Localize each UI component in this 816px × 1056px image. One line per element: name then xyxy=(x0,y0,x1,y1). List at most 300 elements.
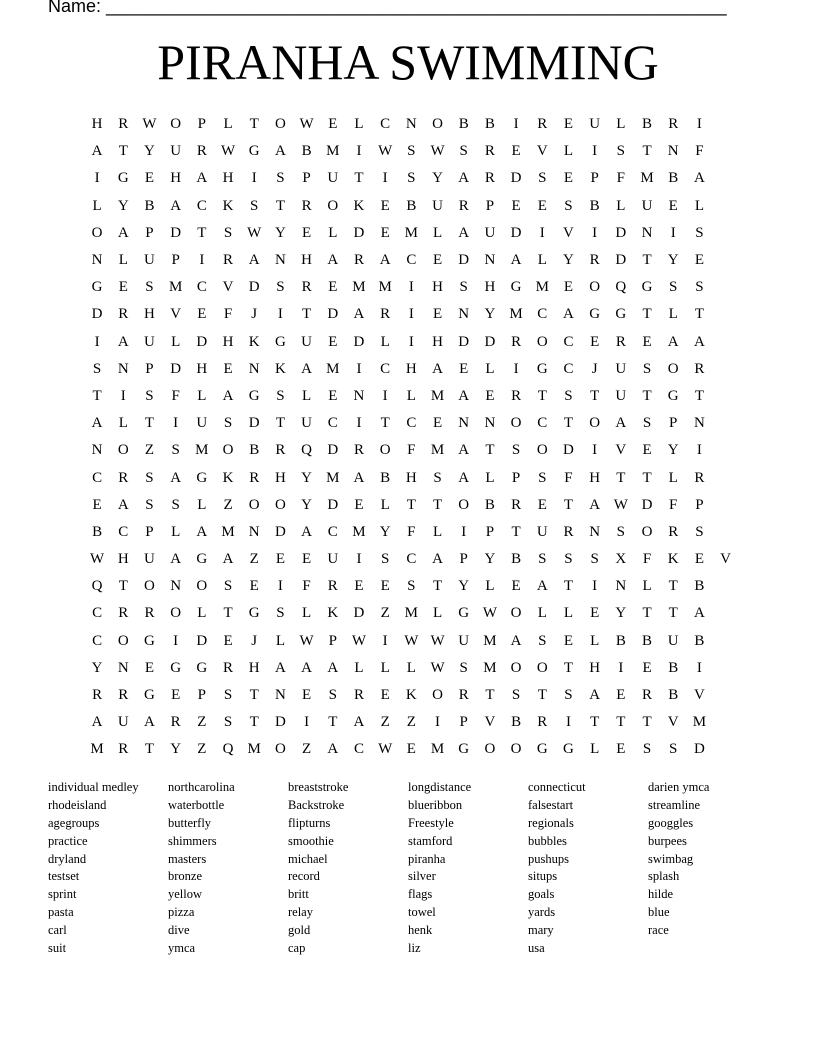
grid-letter: F xyxy=(302,578,311,595)
grid-letter: N xyxy=(91,252,103,269)
grid-letter: E xyxy=(642,659,652,676)
grid-letter: S xyxy=(538,469,547,486)
grid-letter: O xyxy=(222,442,234,459)
grid-letter xyxy=(713,383,739,410)
grid-letter: S xyxy=(511,687,521,704)
grid-letter: T xyxy=(616,469,626,486)
word-list-item: googgles xyxy=(648,815,694,830)
grid-letter: G xyxy=(641,279,653,296)
grid-letter: R xyxy=(118,306,129,323)
grid-letter: V xyxy=(693,687,705,704)
grid-letter: U xyxy=(301,415,313,432)
grid-letter: M xyxy=(430,442,445,459)
word-list-item: suit xyxy=(48,941,67,956)
grid-letter: S xyxy=(564,687,573,704)
grid-letter: U xyxy=(301,333,313,350)
grid-letter: S xyxy=(407,578,416,595)
grid-letter: E xyxy=(380,197,390,214)
grid-letter: Y xyxy=(144,143,155,160)
grid-letter: I xyxy=(461,523,467,540)
grid-letter: G xyxy=(196,659,208,676)
grid-letter: R xyxy=(118,687,129,704)
grid-letter: A xyxy=(563,306,574,323)
grid-letter: R xyxy=(301,197,312,214)
grid-letter: B xyxy=(511,714,522,731)
grid-letter: T xyxy=(642,306,652,323)
grid-letter: C xyxy=(380,360,391,377)
grid-letter: J xyxy=(251,632,258,649)
grid-letter: A xyxy=(589,496,601,513)
grid-letter: H xyxy=(432,279,443,296)
grid-letter: W xyxy=(142,116,157,133)
grid-letter: Z xyxy=(223,496,233,513)
grid-letter: G xyxy=(458,741,470,758)
grid-letter: O xyxy=(510,741,522,758)
grid-letter: C xyxy=(92,632,103,649)
grid-letter: D xyxy=(353,224,365,241)
grid-letter: C xyxy=(563,360,574,377)
grid-letter: O xyxy=(196,578,208,595)
grid-letter: R xyxy=(668,116,679,133)
grid-letter: L xyxy=(616,116,626,133)
grid-letter: E xyxy=(197,306,207,323)
grid-letter: R xyxy=(694,469,705,486)
grid-letter: M xyxy=(378,279,392,296)
word-list-item: sprint xyxy=(48,887,77,902)
grid-letter: L xyxy=(406,387,416,404)
grid-letter: K xyxy=(327,605,339,622)
grid-letter: S xyxy=(223,415,233,432)
grid-letter: S xyxy=(538,632,547,649)
grid-letter: V xyxy=(563,224,574,241)
grid-letter: S xyxy=(564,387,573,404)
grid-letter: P xyxy=(485,523,495,540)
grid-letter: I xyxy=(565,714,571,731)
grid-letter: L xyxy=(275,632,285,649)
word-list-item: hilde xyxy=(648,887,673,902)
grid-letter: T xyxy=(511,523,521,540)
grid-letter: N xyxy=(693,415,705,432)
grid-letter: D xyxy=(510,170,522,187)
grid-letter: L xyxy=(380,333,390,350)
word-list-item: bronze xyxy=(168,869,203,884)
grid-letter: I xyxy=(513,360,519,377)
grid-letter: S xyxy=(145,496,154,513)
grid-letter: H xyxy=(432,333,443,350)
grid-letter: A xyxy=(170,551,182,568)
grid-letter: Y xyxy=(274,224,286,241)
grid-letter: C xyxy=(196,197,207,214)
grid-letter: I xyxy=(408,306,414,323)
grid-letter xyxy=(713,138,739,165)
grid-letter: O xyxy=(510,605,522,622)
word-list-item: Freestyle xyxy=(408,815,454,830)
grid-letter: H xyxy=(196,360,208,377)
grid-letter: O xyxy=(248,496,260,513)
grid-letter: K xyxy=(353,197,365,214)
grid-letter: Z xyxy=(380,714,390,731)
grid-letter: W xyxy=(220,143,236,160)
grid-letter: P xyxy=(171,252,180,269)
grid-letter: E xyxy=(563,116,574,133)
grid-letter: N xyxy=(405,116,417,133)
grid-letter: H xyxy=(405,469,417,486)
grid-letter: L xyxy=(302,387,312,404)
grid-letter: O xyxy=(170,116,182,133)
word-list-item: relay xyxy=(288,905,313,920)
grid-letter: A xyxy=(144,714,155,731)
grid-letter: Y xyxy=(301,469,313,486)
grid-letter: E xyxy=(563,279,574,296)
grid-letter: C xyxy=(353,741,364,758)
word-list-item: longdistance xyxy=(408,780,472,794)
grid-letter: W xyxy=(247,224,262,241)
grid-letter: T xyxy=(563,496,574,513)
grid-letter: E xyxy=(328,116,338,133)
grid-letter: B xyxy=(668,659,679,676)
grid-letter: R xyxy=(223,252,234,269)
grid-letter: C xyxy=(563,333,574,350)
grid-letter: A xyxy=(510,632,522,649)
grid-letter: Y xyxy=(170,741,182,758)
grid-letter: S xyxy=(250,197,259,214)
word-list-item: yards xyxy=(528,905,556,920)
grid-letter: U xyxy=(117,714,129,731)
grid-letter: M xyxy=(326,360,340,377)
grid-letter: E xyxy=(171,687,181,704)
grid-letter: V xyxy=(484,714,496,731)
grid-letter: C xyxy=(380,116,391,133)
grid-letter: T xyxy=(642,143,652,160)
grid-letter: T xyxy=(144,741,155,758)
grid-letter: Q xyxy=(222,741,234,758)
word-list-item: record xyxy=(288,869,320,884)
grid-letter: G xyxy=(536,741,548,758)
grid-letter: M xyxy=(195,442,209,459)
grid-letter: S xyxy=(669,741,678,758)
grid-letter: W xyxy=(90,551,105,568)
grid-letter: Y xyxy=(484,306,496,323)
grid-letter xyxy=(713,193,739,220)
grid-letter: R xyxy=(223,659,234,676)
grid-letter: F xyxy=(407,523,416,540)
grid-letter: E xyxy=(354,578,364,595)
grid-letter: K xyxy=(274,360,286,377)
grid-letter: T xyxy=(616,714,626,731)
grid-letter xyxy=(713,356,739,383)
grid-letter: O xyxy=(117,442,129,459)
grid-letter: Z xyxy=(144,442,155,459)
word-list-item: regionals xyxy=(528,815,574,830)
grid-letter: L xyxy=(432,224,443,241)
grid-letter: T xyxy=(354,170,364,187)
grid-letter: I xyxy=(435,714,441,731)
grid-letter: L xyxy=(302,605,312,622)
grid-letter: A xyxy=(196,170,208,187)
grid-letter: I xyxy=(382,632,388,649)
grid-letter: T xyxy=(275,197,285,214)
grid-letter: U xyxy=(327,551,339,568)
grid-letter: S xyxy=(276,605,285,622)
grid-letter: Y xyxy=(615,605,627,622)
grid-letter: A xyxy=(353,469,365,486)
grid-letter: B xyxy=(589,197,600,214)
grid-letter: T xyxy=(328,714,338,731)
grid-letter: C xyxy=(327,415,338,432)
grid-letter: V xyxy=(170,306,182,323)
grid-letter: O xyxy=(170,605,182,622)
grid-letter: P xyxy=(590,170,599,187)
grid-letter: N xyxy=(589,523,601,540)
grid-letter xyxy=(713,492,739,519)
grid-letter: H xyxy=(170,170,182,187)
grid-letter: P xyxy=(511,469,521,486)
grid-letter: S xyxy=(564,197,573,214)
grid-letter: Y xyxy=(458,578,470,595)
grid-letter: N xyxy=(615,578,627,595)
grid-letter: M xyxy=(326,143,340,160)
grid-letter: B xyxy=(458,116,469,133)
grid-letter: P xyxy=(145,523,154,540)
grid-letter: D xyxy=(274,523,286,540)
grid-letter: S xyxy=(92,360,102,377)
grid-letter: E xyxy=(302,687,312,704)
grid-letter: A xyxy=(117,496,129,513)
grid-letter: I xyxy=(251,170,257,187)
grid-letter: Q xyxy=(91,578,103,595)
word-list-item: silver xyxy=(408,869,436,884)
grid-letter: A xyxy=(458,224,470,241)
grid-letter: U xyxy=(484,224,496,241)
grid-letter: Q xyxy=(301,442,313,459)
grid-letter: F xyxy=(616,170,626,187)
grid-letter: G xyxy=(248,605,260,622)
grid-letter: R xyxy=(511,333,522,350)
grid-letter: F xyxy=(223,306,233,323)
grid-letter: S xyxy=(564,551,573,568)
grid-letter: M xyxy=(90,741,104,758)
grid-letter: B xyxy=(615,632,626,649)
grid-letter: J xyxy=(251,306,258,323)
grid-letter: R xyxy=(118,605,129,622)
grid-letter: I xyxy=(592,442,598,459)
word-list-item: darien ymca xyxy=(648,780,710,794)
word-list-item: breaststroke xyxy=(288,780,349,794)
grid-letter: C xyxy=(537,415,548,432)
grid-letter: A xyxy=(379,252,391,269)
grid-letter: A xyxy=(432,360,443,377)
grid-letter: R xyxy=(484,170,495,187)
grid-letter: A xyxy=(170,469,182,486)
grid-letter: A xyxy=(117,333,129,350)
grid-letter: I xyxy=(592,578,598,595)
grid-letter: T xyxy=(642,605,652,622)
word-list-item: testset xyxy=(48,869,80,884)
word-list-item: pizza xyxy=(168,905,195,920)
grid-letter: A xyxy=(91,143,103,160)
grid-letter: S xyxy=(616,523,626,540)
grid-letter: T xyxy=(406,496,416,513)
grid-letter: G xyxy=(458,605,470,622)
grid-letter: U xyxy=(144,551,155,568)
grid-letter: G xyxy=(274,333,286,350)
word-list-item: agegroups xyxy=(48,815,100,830)
grid-letter: M xyxy=(404,224,419,241)
grid-letter: A xyxy=(432,551,443,568)
grid-letter: E xyxy=(590,333,600,350)
grid-letter: C xyxy=(118,523,129,540)
grid-letter: L xyxy=(668,469,678,486)
grid-letter xyxy=(713,165,739,192)
grid-letter: A xyxy=(91,714,103,731)
grid-letter: T xyxy=(563,578,574,595)
grid-letter: D xyxy=(458,333,470,350)
grid-letter: W xyxy=(351,632,367,649)
grid-letter: S xyxy=(223,714,233,731)
word-list-item: towel xyxy=(408,905,436,920)
grid-letter: T xyxy=(642,252,652,269)
grid-letter: S xyxy=(145,279,154,296)
grid-letter: B xyxy=(668,687,679,704)
grid-letter: E xyxy=(380,224,390,241)
grid-letter: E xyxy=(328,279,338,296)
grid-letter: T xyxy=(380,415,390,432)
grid-letter: A xyxy=(301,659,313,676)
grid-letter: R xyxy=(353,252,364,269)
grid-letter: S xyxy=(145,387,154,404)
grid-letter: G xyxy=(667,387,679,404)
word-list-item: bubbles xyxy=(528,833,567,848)
grid-letter: E xyxy=(616,741,626,758)
grid-letter: E xyxy=(223,632,233,649)
grid-letter: M xyxy=(692,714,707,731)
grid-letter: O xyxy=(536,659,548,676)
grid-letter: M xyxy=(509,306,523,323)
grid-letter: G xyxy=(248,143,260,160)
word-list-item: falsestart xyxy=(528,797,574,812)
word-list-item: carl xyxy=(48,923,67,938)
grid-letter: M xyxy=(352,279,366,296)
grid-letter: A xyxy=(274,659,286,676)
grid-letter: E xyxy=(249,578,259,595)
word-list-item: rhodeisland xyxy=(48,797,107,812)
grid-letter: M xyxy=(483,632,497,649)
grid-letter: Q xyxy=(615,279,627,296)
grid-letter: M xyxy=(221,523,235,540)
word-list-item: dryland xyxy=(48,851,87,866)
grid-letter: N xyxy=(667,143,679,160)
grid-letter: I xyxy=(356,360,362,377)
grid-letter: E xyxy=(328,333,338,350)
grid-letter: H xyxy=(222,333,234,350)
grid-letter: E xyxy=(118,279,128,296)
grid-letter: L xyxy=(197,496,207,513)
word-list-item: gold xyxy=(288,923,311,938)
grid-letter: O xyxy=(144,578,155,595)
grid-letter: I xyxy=(94,170,100,187)
grid-letter: O xyxy=(536,333,548,350)
grid-letter: E xyxy=(380,578,390,595)
grid-letter: N xyxy=(91,442,103,459)
grid-letter: L xyxy=(380,659,390,676)
grid-letter: E xyxy=(511,197,521,214)
grid-letter: U xyxy=(615,360,627,377)
word-list-item: pasta xyxy=(48,905,74,920)
grid-letter: E xyxy=(511,578,521,595)
grid-letter: E xyxy=(275,551,285,568)
grid-letter: R xyxy=(615,333,626,350)
word-list-item: smoothie xyxy=(288,833,334,848)
grid-letter: Z xyxy=(302,741,312,758)
grid-letter: S xyxy=(642,415,652,432)
grid-letter: K xyxy=(222,469,234,486)
grid-letter: U xyxy=(458,632,470,649)
word-list-item: Backstroke xyxy=(288,797,345,812)
grid-letter: E xyxy=(563,170,574,187)
grid-letter xyxy=(713,709,739,736)
grid-letter: M xyxy=(535,279,549,296)
grid-letter: I xyxy=(356,415,362,432)
grid-letter: E xyxy=(380,687,390,704)
grid-letter: D xyxy=(274,714,286,731)
grid-letter xyxy=(713,519,739,546)
grid-letter: M xyxy=(430,741,445,758)
grid-letter: R xyxy=(642,687,653,704)
grid-letter: Y xyxy=(117,197,129,214)
grid-letter: T xyxy=(249,687,259,704)
grid-letter: V xyxy=(536,143,548,160)
grid-letter: G xyxy=(91,279,103,296)
grid-letter: L xyxy=(92,197,102,214)
grid-letter: R xyxy=(511,496,522,513)
grid-letter: L xyxy=(694,197,704,214)
grid-letter: D xyxy=(170,360,182,377)
grid-letter: C xyxy=(406,415,417,432)
grid-letter: F xyxy=(171,387,180,404)
grid-letter: S xyxy=(171,496,180,513)
grid-letter: I xyxy=(173,415,179,432)
grid-letter: I xyxy=(696,116,702,133)
grid-letter: N xyxy=(353,387,365,404)
grid-letter: H xyxy=(589,469,601,486)
grid-letter: O xyxy=(274,496,286,513)
grid-letter: I xyxy=(696,442,702,459)
grid-letter: L xyxy=(354,659,364,676)
grid-letter: S xyxy=(407,143,416,160)
grid-letter: S xyxy=(538,551,547,568)
grid-letter: E xyxy=(144,170,155,187)
grid-letter: D xyxy=(196,333,208,350)
grid-letter: N xyxy=(117,360,129,377)
grid-letter: D xyxy=(327,306,339,323)
grid-letter: A xyxy=(353,306,365,323)
word-list-item: yellow xyxy=(168,887,203,902)
grid-letter: I xyxy=(539,224,545,241)
grid-letter: O xyxy=(432,687,443,704)
grid-letter: E xyxy=(694,252,704,269)
grid-letter: W xyxy=(299,116,314,133)
grid-letter: O xyxy=(458,496,470,513)
grid-letter: A xyxy=(458,387,470,404)
grid-letter: D xyxy=(693,741,705,758)
grid-letter: Z xyxy=(380,605,390,622)
grid-letter: D xyxy=(327,496,339,513)
page-title: PIRANHA SWIMMING xyxy=(157,34,659,90)
grid-letter: T xyxy=(249,714,259,731)
grid-letter: L xyxy=(537,252,547,269)
grid-letter: T xyxy=(432,496,443,513)
grid-letter: J xyxy=(591,360,598,377)
